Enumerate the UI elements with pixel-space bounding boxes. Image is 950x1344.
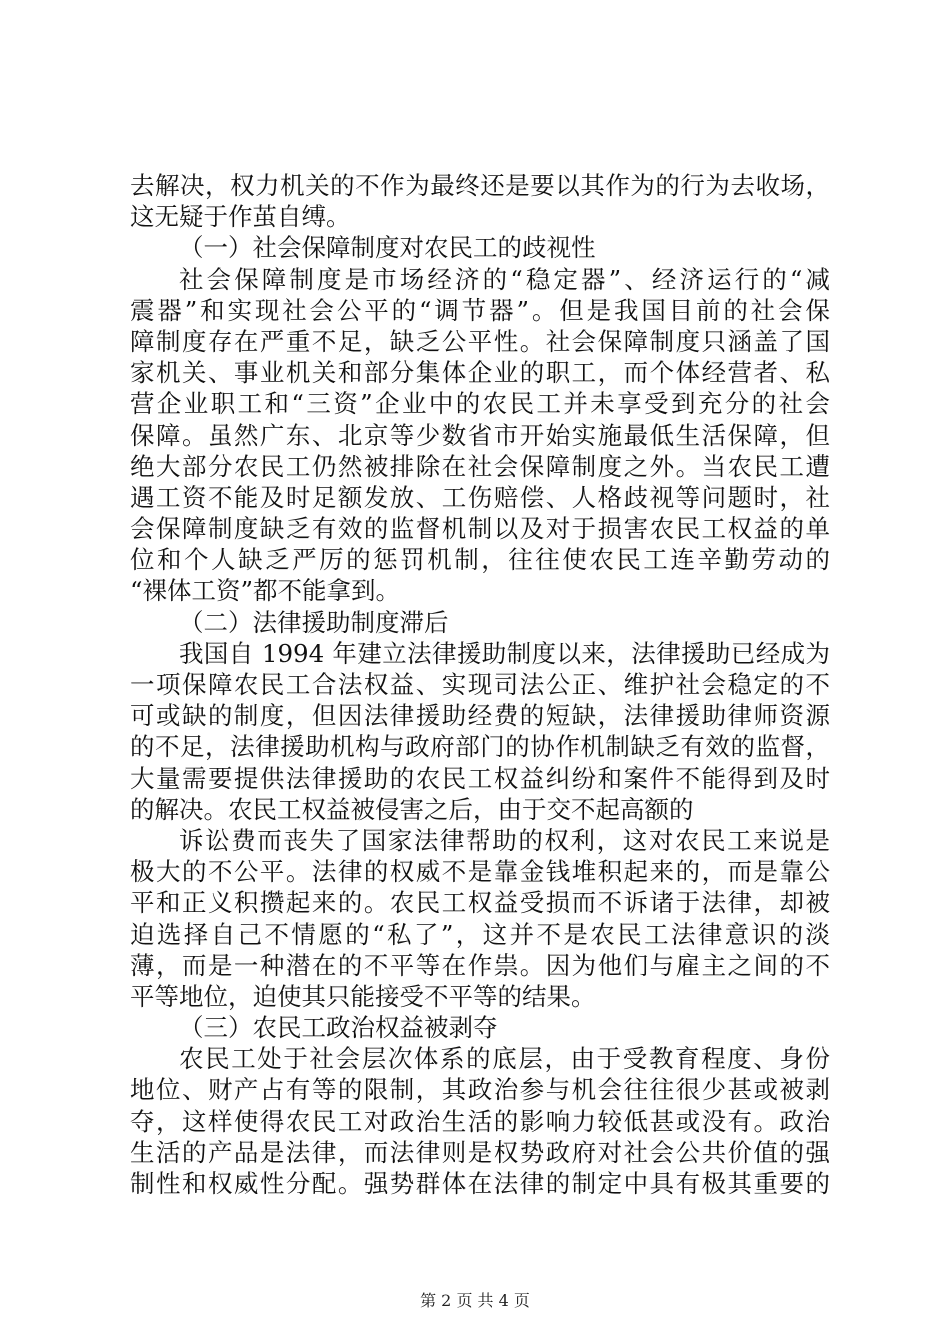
section-heading: （三）农民工政治权益被剥夺 xyxy=(179,1013,498,1043)
text-line: 障制度存在严重不足，缺乏公平性。社会保障制度只涵盖了国 xyxy=(130,326,830,356)
text-line: 绝大部分农民工仍然被排除在社会保障制度之外。当农民工遭 xyxy=(130,451,830,481)
text-line: 我国自 1994 年建立法律援助制度以来，法律援助已经成为 xyxy=(179,638,830,668)
text-line: 一项保障农民工合法权益、实现司法公正、维护社会稳定的不 xyxy=(130,670,830,699)
text-line: 极大的不公平。法律的权威不是靠金钱堆积起来的，而是靠公 xyxy=(130,857,830,887)
text-line: 夺，这样使得农民工对政治生活的影响力较低甚或没有。政治 xyxy=(130,1106,830,1136)
text-line: 迫选择自己不情愿的“私了”，这并不是农民工法律意识的淡 xyxy=(130,919,830,949)
text-line: 制性和权威性分配。强势群体在法律的制定中具有极其重要的 xyxy=(130,1169,830,1198)
text-line: 会保障制度缺乏有效的监督机制以及对于损害农民工权益的单 xyxy=(130,514,830,544)
text-line: 的不足，法律援助机构与政府部门的协作机制缺乏有效的监督， xyxy=(130,732,830,762)
text-line: 震器”和实现社会公平的“调节器”。但是我国目前的社会保 xyxy=(130,295,830,325)
section-heading: （一）社会保障制度对农民工的歧视性 xyxy=(179,233,596,263)
text-line: 营企业职工和“三资”企业中的农民工并未享受到充分的社会 xyxy=(130,389,830,419)
text-line: 保障。虽然广东、北京等少数省市开始实施最低生活保障，但 xyxy=(130,420,830,450)
text-line: 社会保障制度是市场经济的“稳定器”、经济运行的“减 xyxy=(179,264,830,294)
text-line: 的解决。农民工权益被侵害之后，由于交不起高额的 xyxy=(130,794,694,824)
text-line: 平等地位，迫使其只能接受不平等的结果。 xyxy=(130,981,596,1011)
text-line: 可或缺的制度，但因法律援助经费的短缺，法律援助律师资源 xyxy=(130,701,830,731)
text-line: 家机关、事业机关和部分集体企业的职工，而个体经营者、私 xyxy=(130,358,830,388)
text-line: 这无疑于作茧自缚。 xyxy=(130,202,351,232)
text-line: 位和个人缺乏严厉的惩罚机制，往往使农民工连辛勤劳动的 xyxy=(130,545,830,575)
page-footer: 第 2 页 共 4 页 xyxy=(420,1291,530,1310)
text-line: 农民工处于社会层次体系的底层，由于受教育程度、身份 xyxy=(179,1044,830,1074)
text-line: 大量需要提供法律援助的农民工权益纠纷和案件不能得到及时 xyxy=(130,763,830,793)
document-body xyxy=(130,170,830,1199)
section-heading: （二）法律援助制度滞后 xyxy=(179,607,449,637)
text-line: “裸体工资”都不能拿到。 xyxy=(130,576,401,606)
text-line: 去解决，权力机关的不作为最终还是要以其作为的行为去收场， xyxy=(130,171,830,200)
text-line: 薄，而是一种潜在的不平等在作祟。因为他们与雇主之间的不 xyxy=(130,950,830,980)
text-line: 遇工资不能及时足额发放、工伤赔偿、人格歧视等问题时，社 xyxy=(130,482,830,512)
text-line: 平和正义积攒起来的。农民工权益受损而不诉诸于法律，却被 xyxy=(130,888,830,918)
text-line: 地位、财产占有等的限制，其政治参与机会往往很少甚或被剥 xyxy=(130,1075,830,1105)
text-line: 生活的产品是法律，而法律则是权势政府对社会公共价值的强 xyxy=(130,1137,830,1167)
text-line: 诉讼费而丧失了国家法律帮助的权利，这对农民工来说是 xyxy=(179,825,830,855)
